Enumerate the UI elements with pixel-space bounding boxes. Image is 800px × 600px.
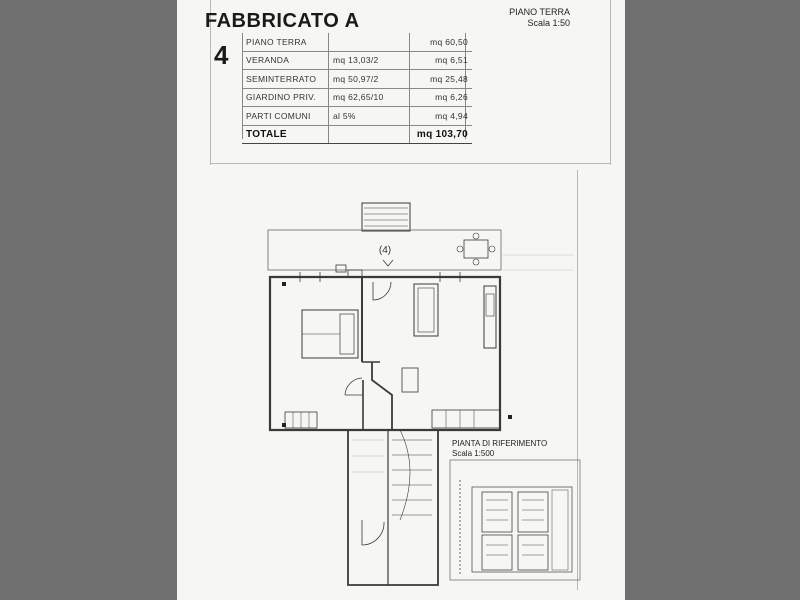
row-label: GIARDINO PRIV. [242,88,329,107]
total-value: mq 103,70 [410,125,473,144]
row-label: PIANO TERRA [242,33,329,51]
outdoor-table [464,240,488,258]
row-calc: al 5% [329,107,410,126]
unit-number: 4 [214,40,229,70]
marker [282,423,286,427]
reference-scale: Scala 1:500 [452,449,495,458]
reference-site-plan [450,460,580,580]
row-value: mq 6,26 [410,88,473,107]
row-value: mq 60,50 [410,33,473,51]
row-value: mq 25,48 [410,70,473,89]
floor-label: PIANO TERRA [509,7,570,17]
chair [402,368,418,392]
marker [282,282,286,286]
row-label: PARTI COMUNI [242,107,329,126]
marker [508,415,512,419]
stair-shaft [348,430,438,585]
row-calc: mq 13,03/2 [329,51,410,70]
row-label: SEMINTERRATO [242,70,329,89]
reference-title-block [452,439,547,459]
kitchen-counter [432,410,500,428]
total-label: TOTALE [242,125,329,144]
row-value: mq 4,94 [410,107,473,126]
row-calc: mq 62,65/10 [329,88,410,107]
building-title: FABBRICATO A [205,10,360,32]
row-label: VERANDA [242,51,329,70]
row-calc: mq 50,97/2 [329,70,410,89]
sofa [414,284,438,336]
reference-title: PIANTA DI RIFERIMENTO [452,439,548,448]
row-value: mq 6,51 [410,51,473,70]
room-label: (4) [378,245,392,256]
house-outline [270,277,500,430]
scale-label: Scala 1:50 [527,18,570,28]
terrace-steps [362,203,410,231]
